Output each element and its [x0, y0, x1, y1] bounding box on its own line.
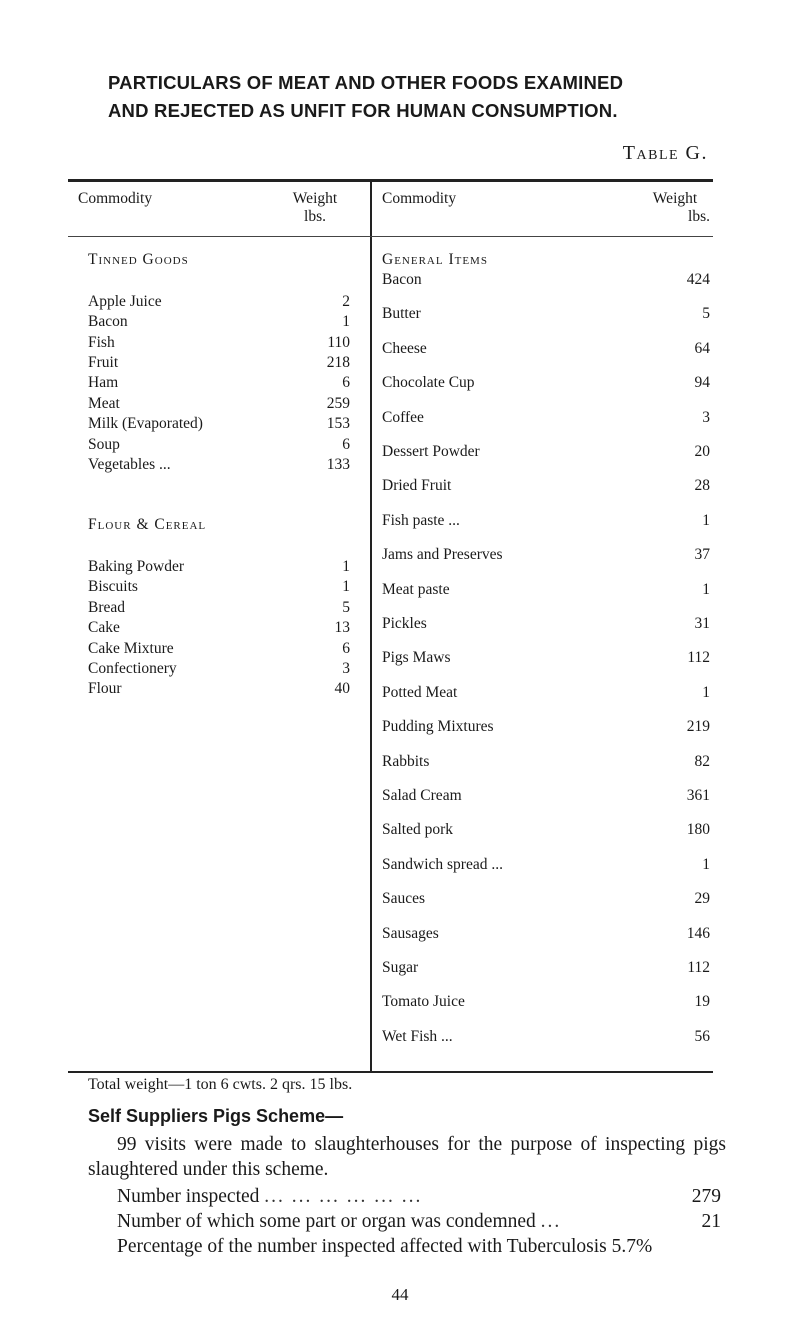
commodity-name: Sauces [382, 890, 426, 908]
commodity-name: Milk (Evaporated) [88, 415, 203, 433]
commodity-name: Salad Cream [382, 787, 462, 804]
commodity-name: Potted Meat [382, 683, 458, 701]
commodity-weight: 6 [342, 435, 350, 453]
leader-dots: ... [540, 1211, 562, 1232]
commodity-weight: 6 [342, 639, 350, 657]
commodity-weight: 112 [687, 649, 710, 667]
commodity-name: Soup [88, 435, 120, 453]
commodity-weight: 3 [342, 660, 350, 677]
commodity-name: Flour [88, 680, 122, 698]
commodity-weight: 1 [702, 511, 710, 529]
number-inspected-value: 279 [691, 1186, 721, 1207]
commodity-name: Apple Juice [88, 292, 162, 310]
commodity-name: Dried Fruit [382, 477, 452, 495]
commodity-name: Pudding Mixtures [382, 718, 494, 736]
commodity-weight: 361 [686, 787, 710, 804]
commodity-weight: 13 [334, 619, 350, 637]
table-column-divider [370, 182, 372, 1072]
commodity-weight: 1 [702, 855, 710, 873]
commodity-weight: 112 [687, 959, 710, 976]
commodity-weight: 180 [686, 821, 710, 839]
commodity-weight: 82 [694, 752, 710, 770]
commodity-weight: 56 [694, 1027, 710, 1045]
commodity-name: Sugar [382, 959, 419, 976]
commodity-name: Wet Fish ... [382, 1027, 453, 1045]
left-weight-header: Weight lbs. [292, 190, 338, 225]
page-heading-line2: AND REJECTED AS UNFIT FOR HUMAN CONSUMPTION. [108, 100, 618, 121]
commodity-name: Meat [88, 394, 120, 412]
commodity-name: Fruit [88, 354, 119, 371]
commodity-weight: 29 [694, 890, 710, 908]
commodity-weight: 3 [702, 408, 710, 426]
commodity-name: Salted pork [382, 821, 454, 839]
left-commodity-header: Commodity [78, 190, 153, 207]
commodity-name: Baking Powder [88, 558, 185, 575]
commodity-weight: 94 [694, 374, 710, 392]
commodity-name: Cheese [382, 339, 427, 357]
table-bottom-rule [68, 1071, 713, 1073]
commodity-name: Sandwich spread ... [382, 855, 503, 873]
condemned-label: Number of which some part or organ was condemned [117, 1211, 536, 1232]
commodity-weight: 5 [702, 305, 710, 323]
commodity-name: Fish paste ... [382, 511, 460, 529]
commodity-weight: 1 [342, 558, 350, 575]
commodity-name: Bacon [88, 313, 128, 331]
commodity-name: Pickles [382, 615, 427, 632]
condemned-row [117, 1209, 721, 1234]
commodity-weight: 28 [694, 477, 710, 495]
commodity-weight: 218 [326, 354, 350, 371]
commodity-name: Sausages [382, 924, 439, 942]
commodity-weight: 37 [694, 546, 710, 564]
table-top-rule [68, 179, 713, 182]
commodity-weight: 424 [686, 271, 710, 288]
commodity-name: Chocolate Cup [382, 374, 475, 392]
section-title: Flour & Cereal [88, 516, 207, 534]
commodity-weight: 1 [702, 683, 710, 701]
table-label: Table G. [622, 142, 708, 164]
commodity-name: Coffee [382, 408, 424, 426]
commodity-weight: 20 [694, 443, 710, 460]
commodity-name: Cake Mixture [88, 639, 174, 657]
leader-dots: ... ... ... ... ... ... [264, 1186, 423, 1207]
commodity-weight: 31 [694, 615, 710, 632]
pigs-scheme-intro: 99 visits were made to slaughterhouses for the purpose of inspecting pigs slaughtered under this scheme. [88, 1134, 726, 1180]
commodity-name: Cake [88, 619, 120, 637]
commodity-weight: 219 [686, 718, 710, 736]
commodity-weight: 133 [326, 456, 350, 473]
commodity-weight: 19 [694, 993, 710, 1011]
number-inspected-row [117, 1184, 721, 1209]
right-commodity-header: Commodity [382, 190, 457, 207]
commodity-weight: 110 [327, 333, 350, 351]
section-title: General Items [382, 251, 488, 268]
commodity-weight: 2 [342, 292, 350, 310]
commodity-weight: 1 [342, 578, 350, 596]
commodity-name: Biscuits [88, 578, 138, 596]
commodity-name: Meat paste [382, 580, 450, 598]
right-weight-header: Weight lbs. [652, 190, 710, 225]
total-weight: Total weight—1 ton 6 cwts. 2 qrs. 15 lbs. [88, 1076, 353, 1093]
commodity-weight: 259 [326, 394, 350, 412]
commodity-name: Bacon [382, 271, 422, 288]
commodity-name: Pigs Maws [382, 649, 451, 667]
number-inspected-label: Number inspected [117, 1186, 260, 1207]
section-title: Tinned Goods [88, 251, 189, 268]
commodity-weight: 5 [342, 598, 350, 616]
commodity-name: Bread [88, 598, 126, 616]
commodity-name: Butter [382, 305, 421, 323]
commodity-weight: 64 [694, 339, 710, 357]
commodity-name: Tomato Juice [382, 993, 465, 1011]
commodity-name: Jams and Preserves [382, 546, 503, 564]
commodity-name: Ham [88, 374, 119, 392]
commodity-weight: 153 [326, 415, 350, 433]
percentage-row: Percentage of the number inspected affected with Tuberculosis 5.7% [117, 1236, 653, 1257]
commodity-name: Fish [88, 333, 115, 351]
table-header-rule [68, 236, 713, 237]
commodity-weight: 146 [686, 924, 710, 942]
pigs-scheme-title: Self Suppliers Pigs Scheme— [88, 1106, 344, 1126]
commodity-name: Dessert Powder [382, 443, 480, 460]
commodity-name: Confectionery [88, 660, 177, 677]
page-heading-line1: PARTICULARS OF MEAT AND OTHER FOODS EXAMINED [108, 72, 624, 93]
page-number: 44 [391, 1285, 409, 1304]
commodity-weight: 40 [334, 680, 350, 698]
commodity-weight: 1 [702, 580, 710, 598]
commodity-name: Rabbits [382, 752, 430, 770]
commodity-weight: 1 [342, 313, 350, 331]
commodity-weight: 6 [342, 374, 350, 392]
commodity-name: Vegetables ... [88, 456, 171, 473]
condemned-value: 21 [701, 1211, 721, 1232]
